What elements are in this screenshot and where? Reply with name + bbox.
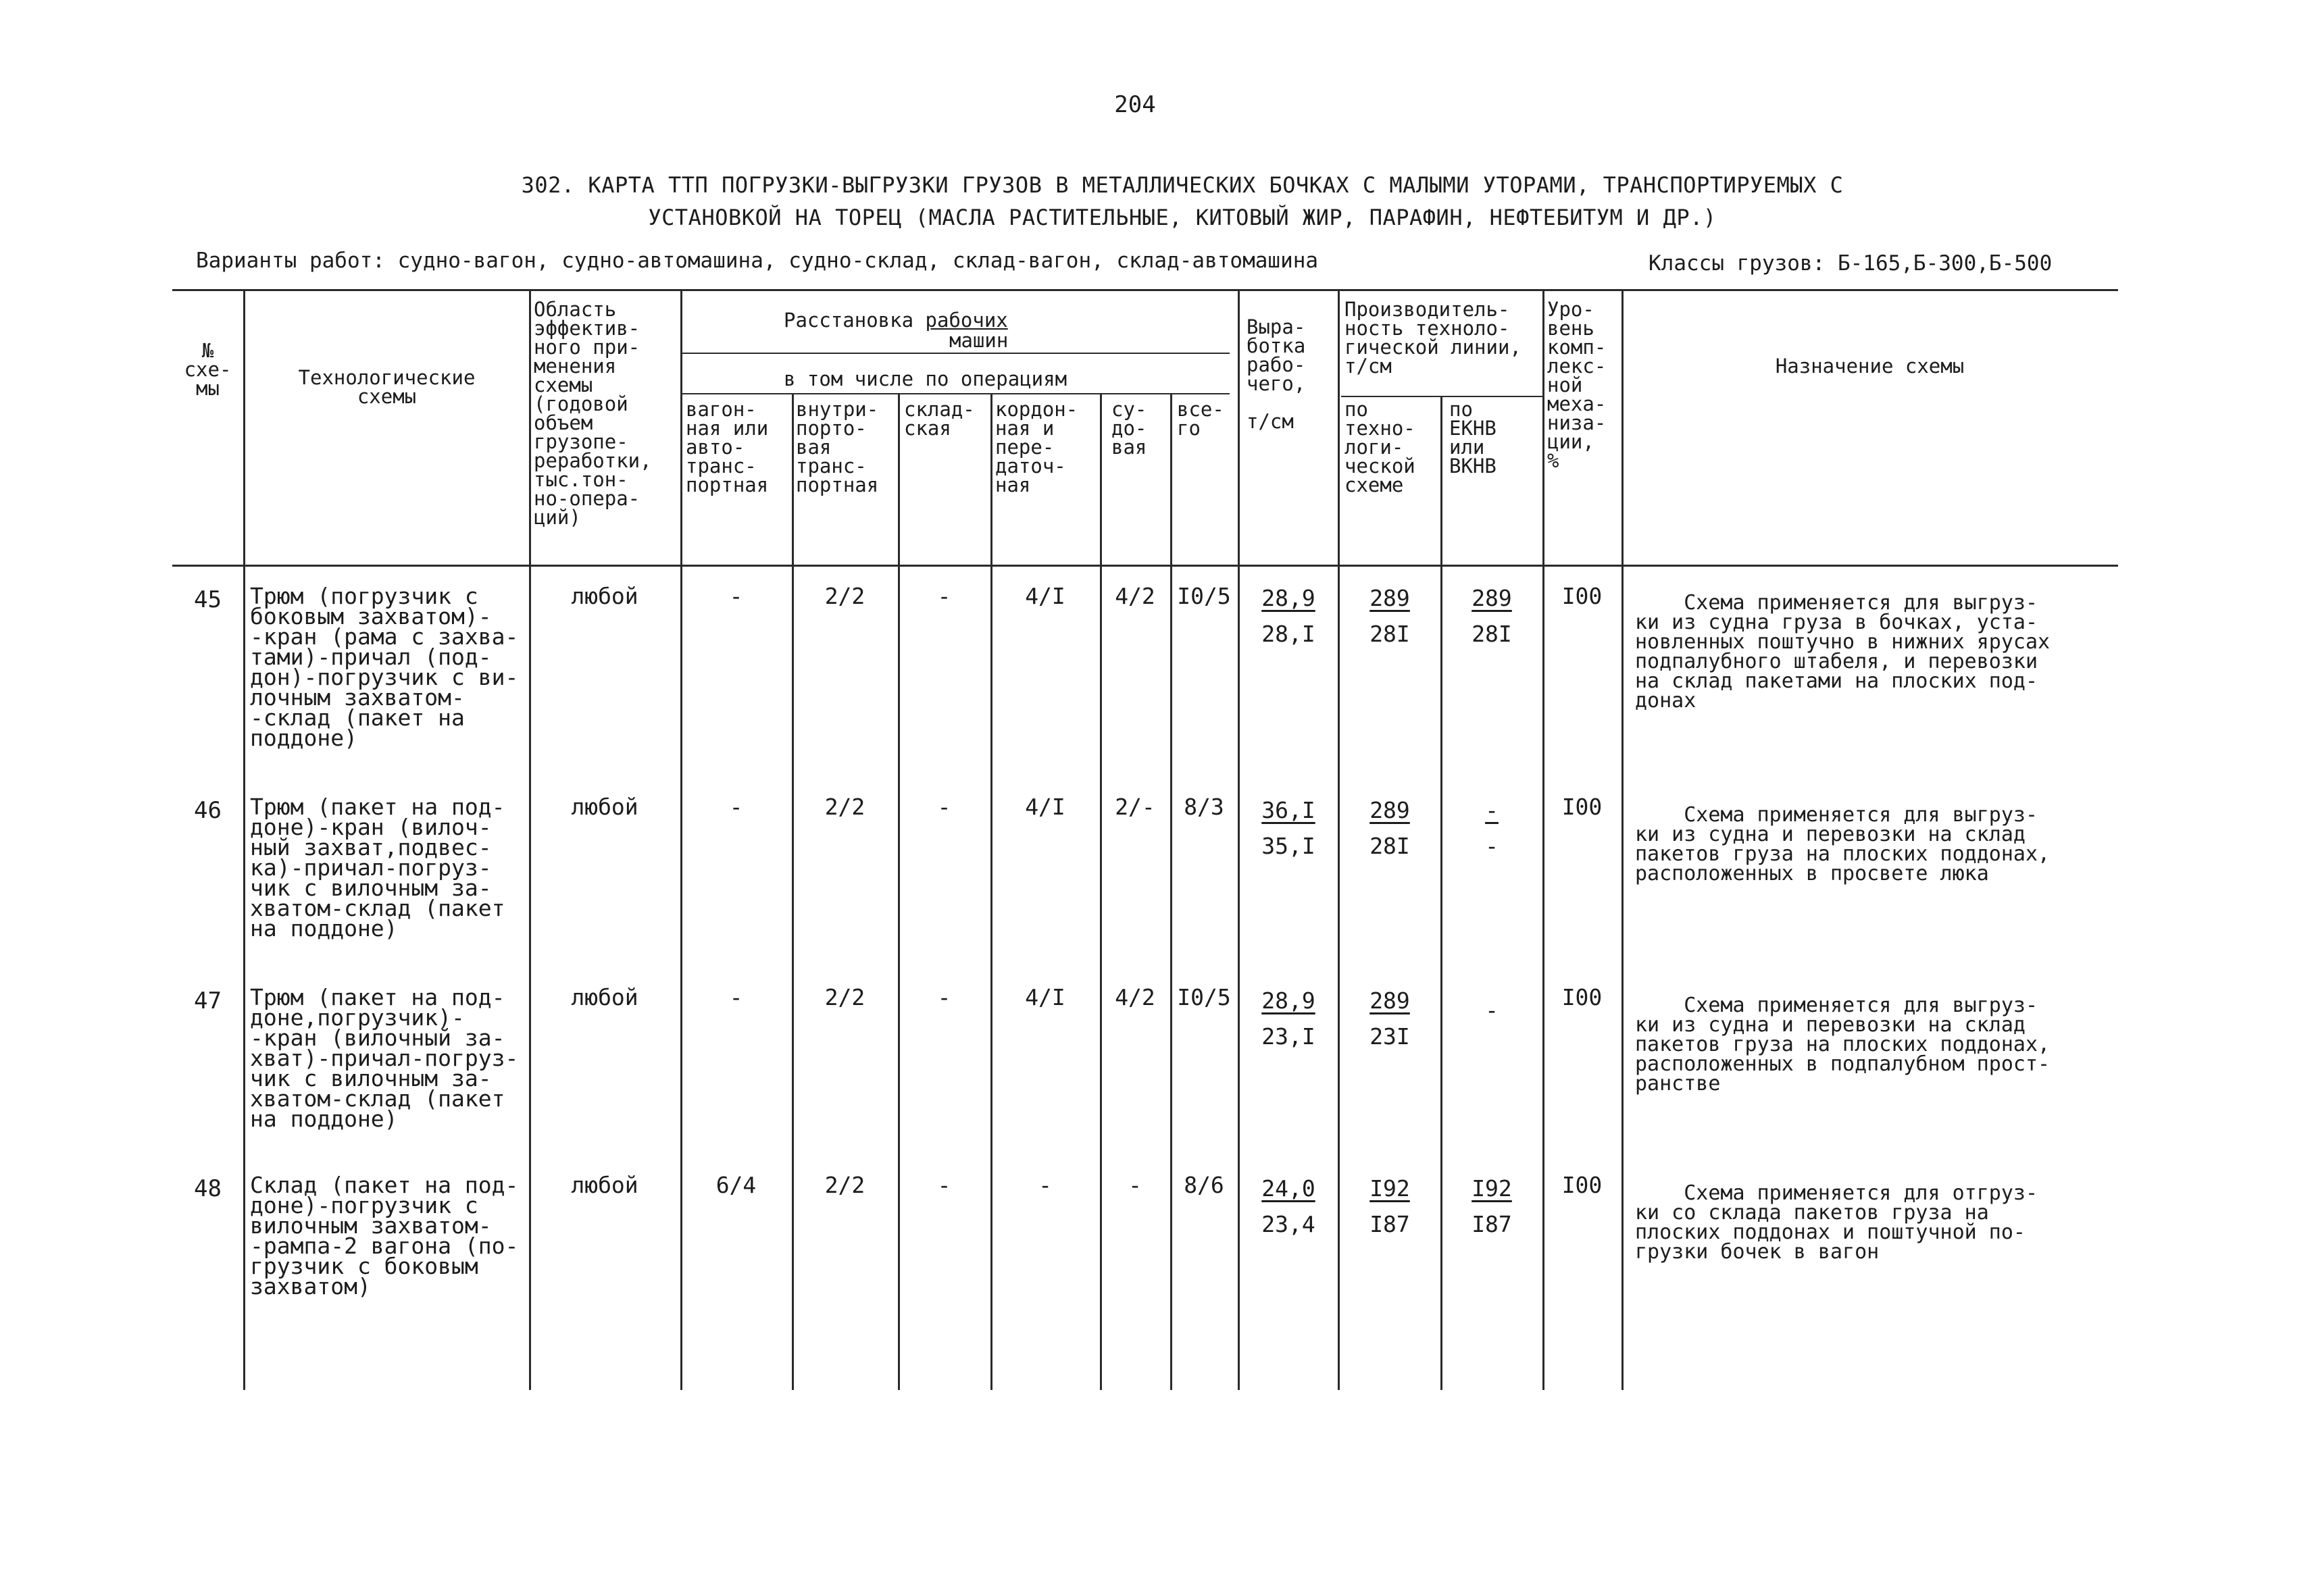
row-tech-scheme: Трюм (пакет на под- доне,погрузчик)- -кран (вилочный за- хват)-причал-погруз- чик с вилочным за- хватом-склад (пакет на поддоне)	[250, 984, 519, 1132]
header-op-warehouse: склад- ская	[904, 398, 975, 440]
col-line	[1621, 289, 1624, 1390]
row-capacity-scheme: $\frac{289}{28I}$	[1369, 585, 1410, 647]
row-op-total: 8/3	[1184, 794, 1224, 820]
header-op-cordon: кордон- ная и пере- даточ- ная	[995, 398, 1078, 496]
row-purpose: Схема применяется для отгруз- ки со склада пакетов груза на плоских поддонах и поштучной по- грузки бочек в вагон	[1635, 1181, 2038, 1264]
table-top-border	[172, 289, 2118, 291]
row-op-intraport: 2/2	[824, 794, 865, 820]
row-op-total: 8/6	[1184, 1172, 1224, 1198]
row-purpose: Схема применяется для выгруз- ки из судна груза в бочках, уста- новленных поштучно в нижних ярусах подпалубного штабеля, и перевозки на склад пакетами на плоских под- донах	[1635, 591, 2051, 713]
document-title-line-2: УСТАНОВКОЙ НА ТОРЕЦ (МАСЛА РАСТИТЕЛЬНЫЕ, КИТОВЫЙ ЖИР, ПАРАФИН, НЕФТЕБИТУМ И ДР.)	[648, 205, 1717, 230]
placement-divider	[682, 353, 1230, 354]
header-op-wagon: вагон- ная или авто- транс- портная	[686, 398, 769, 496]
row-tech-scheme: Трюм (пакет на под- доне)-кран (вилоч- ный захват,подвес- ка)-причал-погруз- чик с вилочным за- хватом-склад (пакет на поддоне)	[250, 794, 505, 942]
header-mechanization: Уро- вень комп- лекс- ной меха- низа- ции, %	[1547, 298, 1607, 472]
row-op-cordon: -	[1038, 1172, 1052, 1198]
header-purpose: Назначение схемы	[1775, 355, 1965, 378]
row-purpose: Схема применяется для выгруз- ки из судна и перевозки на склад пакетов груза на плоских поддонах, расположенных в просвете люка	[1635, 803, 2051, 885]
col-line	[990, 393, 992, 1390]
header-by-operation: в том числе по операциям	[784, 367, 1067, 390]
row-capacity-scheme: $\frac{289}{23I}$	[1369, 987, 1410, 1050]
row-scheme-number: 46	[194, 797, 222, 824]
row-capacity-scheme: $\frac{289}{28I}$	[1369, 797, 1410, 859]
row-op-cordon: 4/I	[1025, 984, 1065, 1010]
row-capacity-eknv: $\frac{I92}{I87}$	[1472, 1175, 1512, 1237]
header-op-total: все- го	[1177, 398, 1224, 440]
operations-divider	[682, 393, 1230, 394]
header-scheme-number: № схе- мы	[184, 339, 232, 400]
header-area: Область эффектив- ного при- менения схемы (годовой объем грузопе- реработки, тыс.тон- но-опера- ций)	[534, 298, 652, 529]
row-tech-scheme: Трюм (погрузчик с боковым захватом)- -кран (рама с захва- тами)-причал (под- дон)-погрузчик с ви- лочным захватом- -склад (пакет на поддоне)	[250, 583, 519, 751]
row-op-wagon: -	[729, 794, 743, 820]
header-output: Выра- ботка рабо- чего, т/см	[1247, 315, 1306, 433]
row-output: $\frac{24,0}{23,4}$	[1261, 1175, 1315, 1237]
col-line	[1542, 289, 1544, 1390]
header-placement-sub: машин	[949, 329, 1009, 352]
col-line	[1100, 393, 1102, 1390]
row-op-warehouse: -	[937, 583, 951, 609]
page-number: 204	[1114, 91, 1156, 118]
row-capacity-eknv: - -	[1485, 797, 1499, 859]
header-bottom-border	[172, 565, 2118, 567]
row-op-total: I0/5	[1177, 984, 1231, 1010]
col-line	[898, 393, 900, 1390]
col-line	[1440, 396, 1442, 1390]
row-capacity-eknv: -	[1485, 997, 1499, 1023]
row-area: любой	[571, 794, 638, 820]
row-purpose: Схема применяется для выгруз- ки из судна и перевозки на склад пакетов груза на плоских поддонах, расположенных в подпалубном прост- ранстве	[1635, 994, 2051, 1096]
row-op-warehouse: -	[937, 794, 951, 820]
row-op-intraport: 2/2	[824, 984, 865, 1010]
capacity-divider	[1341, 396, 1544, 397]
row-op-cordon: 4/I	[1025, 583, 1065, 609]
row-op-intraport: 2/2	[824, 583, 865, 609]
row-mechanization: I00	[1561, 794, 1603, 820]
row-op-warehouse: -	[937, 1172, 951, 1198]
row-op-ship: 4/2	[1115, 583, 1155, 609]
row-mechanization: I00	[1561, 984, 1603, 1010]
header-capacity: Производитель- ность техноло- гической линии, т/см	[1344, 298, 1521, 378]
col-line	[243, 289, 245, 1390]
row-area: любой	[571, 583, 638, 609]
row-op-warehouse: -	[937, 984, 951, 1010]
row-area: любой	[571, 1172, 638, 1198]
row-op-cordon: 4/I	[1025, 794, 1065, 820]
row-op-ship: 4/2	[1115, 984, 1155, 1010]
row-op-total: I0/5	[1177, 583, 1231, 609]
row-mechanization: I00	[1561, 1172, 1603, 1198]
row-output: $\frac{28,9}{23,I}$	[1261, 987, 1315, 1050]
col-line	[792, 393, 794, 1390]
col-line	[1170, 393, 1172, 1390]
row-tech-scheme: Склад (пакет на под- доне)-погрузчик с вилочным захватом- -рампа-2 вагона (по- грузчик с боковым захватом)	[250, 1172, 519, 1299]
row-area: любой	[571, 984, 638, 1010]
header-op-ship: су- до- вая	[1111, 398, 1147, 459]
row-scheme-number: 48	[194, 1175, 222, 1202]
header-tech-schemes: Технологические схемы	[298, 366, 476, 408]
row-capacity-eknv: $\frac{289}{28I}$	[1472, 585, 1512, 647]
row-op-wagon: -	[729, 984, 743, 1010]
header-placement: Расстановка рабочих	[784, 309, 1008, 332]
document-title-line-1: 302. КАРТА ТТП ПОГРУЗКИ-ВЫГРУЗКИ ГРУЗОВ В МЕТАЛЛИЧЕСКИХ БОЧКАХ С МАЛЫМИ УТОРАМИ, ТРАНСПОРТИРУЕМЫХ С	[521, 172, 1844, 198]
row-scheme-number: 47	[194, 987, 222, 1014]
header-capacity-scheme: по техно- логи- ческой схеме	[1344, 398, 1415, 496]
row-capacity-scheme: $\frac{I92}{I87}$	[1369, 1175, 1410, 1237]
col-line	[680, 289, 682, 1390]
cargo-classes: Классы грузов: Б-165,Б-300,Б-500	[1649, 251, 2053, 276]
row-op-wagon: 6/4	[715, 1172, 757, 1198]
header-op-intraport: внутри- порто- вая транс- портная	[796, 398, 879, 496]
row-op-ship: 2/-	[1115, 794, 1155, 820]
row-scheme-number: 45	[194, 586, 222, 613]
work-variants: Варианты работ: судно-вагон, судно-автомашина, судно-склад, склад-вагон, склад-автомашина	[196, 249, 1319, 273]
row-output: $\frac{28,9}{28,I}$	[1261, 585, 1315, 647]
row-op-intraport: 2/2	[824, 1172, 865, 1198]
row-op-ship: -	[1128, 1172, 1142, 1198]
row-mechanization: I00	[1561, 583, 1603, 609]
col-line	[529, 289, 531, 1390]
row-output: $\frac{36,I}{35,I}$	[1261, 797, 1315, 859]
row-op-wagon: -	[729, 583, 743, 609]
header-capacity-eknv: по ЕКНВ или ВКНВ	[1449, 398, 1496, 478]
